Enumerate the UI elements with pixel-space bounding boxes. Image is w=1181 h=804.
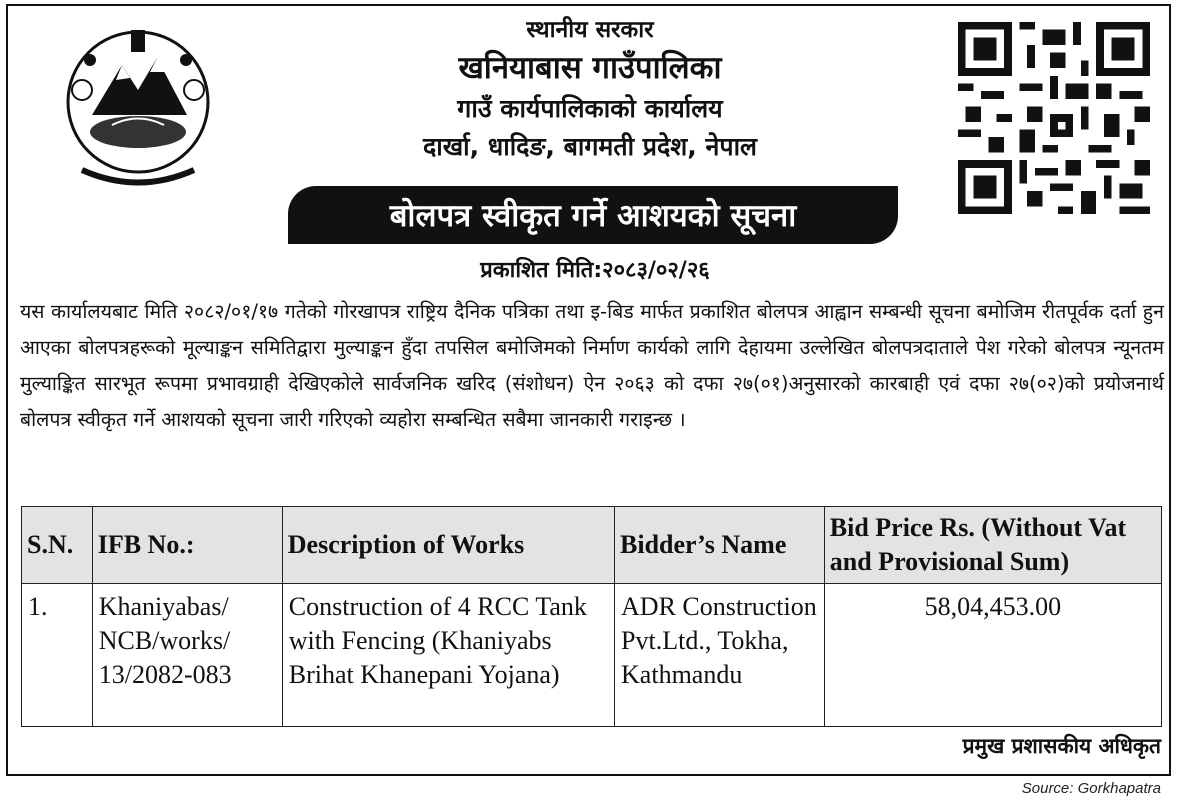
office-address: दार्खा, धादिङ, बागमती प्रदेश, नेपाल — [422, 132, 757, 161]
table-row — [22, 584, 1162, 727]
cell-ifb: Khaniyabas/ NCB/works/ 13/2082-083 — [92, 584, 282, 727]
header-ifb: IFB No.: — [92, 507, 282, 584]
header-sn: S.N. — [22, 507, 93, 584]
cell-bid-price: 58,04,453.00 — [824, 584, 1161, 727]
works-table — [21, 506, 1162, 727]
published-date: प्रकाशित मिति:२०८३/०२/२६ — [480, 258, 710, 283]
source-credit: Source: Gorkhapatra — [1021, 780, 1161, 797]
government-level: स्थानीय सरकार — [526, 17, 654, 43]
notice-title: बोलपत्र स्वीकृत गर्ने आशयको सूचना — [288, 186, 898, 244]
header-description: Description of Works — [282, 507, 614, 584]
government-emblem-icon — [52, 20, 224, 190]
office-name: गाउँ कार्यपालिकाको कार्यालय — [457, 94, 723, 123]
cell-sn: 1. — [22, 584, 93, 727]
notice-body: यस कार्यालयबाट मिति २०८२/०१/१७ गतेको गोरखापत्र राष्ट्रिय दैनिक पत्रिका तथा इ-बिड मार्फत प्रकाशित बोलपत्र आह्वान सम्बन्धी सूचना बमोजिम रीतपूर्वक दर्ता हुन आएका बोलपत्रहरूको मूल्याङ्कन समितिद्वारा मुल्याङ्कन हुँदा तपसिल बमोजिमको निर्माण कार्यको लागि देहायमा उल्लेखित बोलपत्रदाताले पेश गरेको बोलपत्र न्यूनतम मुल्याङ्कित सारभूत रूपमा प्रभावग्राही देखिएकोले सार्वजनिक खरिद (संशोधन) ऐन २०६३ को दफा २७(०१)अनुसारको कारबाही एवं दफा २७(०२)को प्रयोजनार्थ बोलपत्र स्वीकृत गर्ने आशयको सूचना जारी गरिएको व्यहोरा सम्बन्धित सबैमा जानकारी गराइन्छ । — [20, 300, 1164, 431]
cell-description: Construction of 4 RCC Tank with Fencing (Khaniyabs Brihat Khanepani Yojana) — [282, 584, 614, 727]
municipality-name: खनियाबास गाउँपालिका — [458, 50, 722, 86]
table-header-row — [22, 507, 1162, 584]
qr-code-icon — [958, 22, 1150, 214]
cell-bidder: ADR Construction Pvt.Ltd., Tokha, Kathmandu — [615, 584, 825, 727]
office-header — [300, 14, 880, 166]
signature-title: प्रमुख प्रशासकीय अधिकृत — [962, 734, 1161, 758]
header-bidder: Bidder’s Name — [615, 507, 825, 584]
header-bid-price: Bid Price Rs. (Without Vat and Provisional Sum) — [824, 507, 1161, 584]
